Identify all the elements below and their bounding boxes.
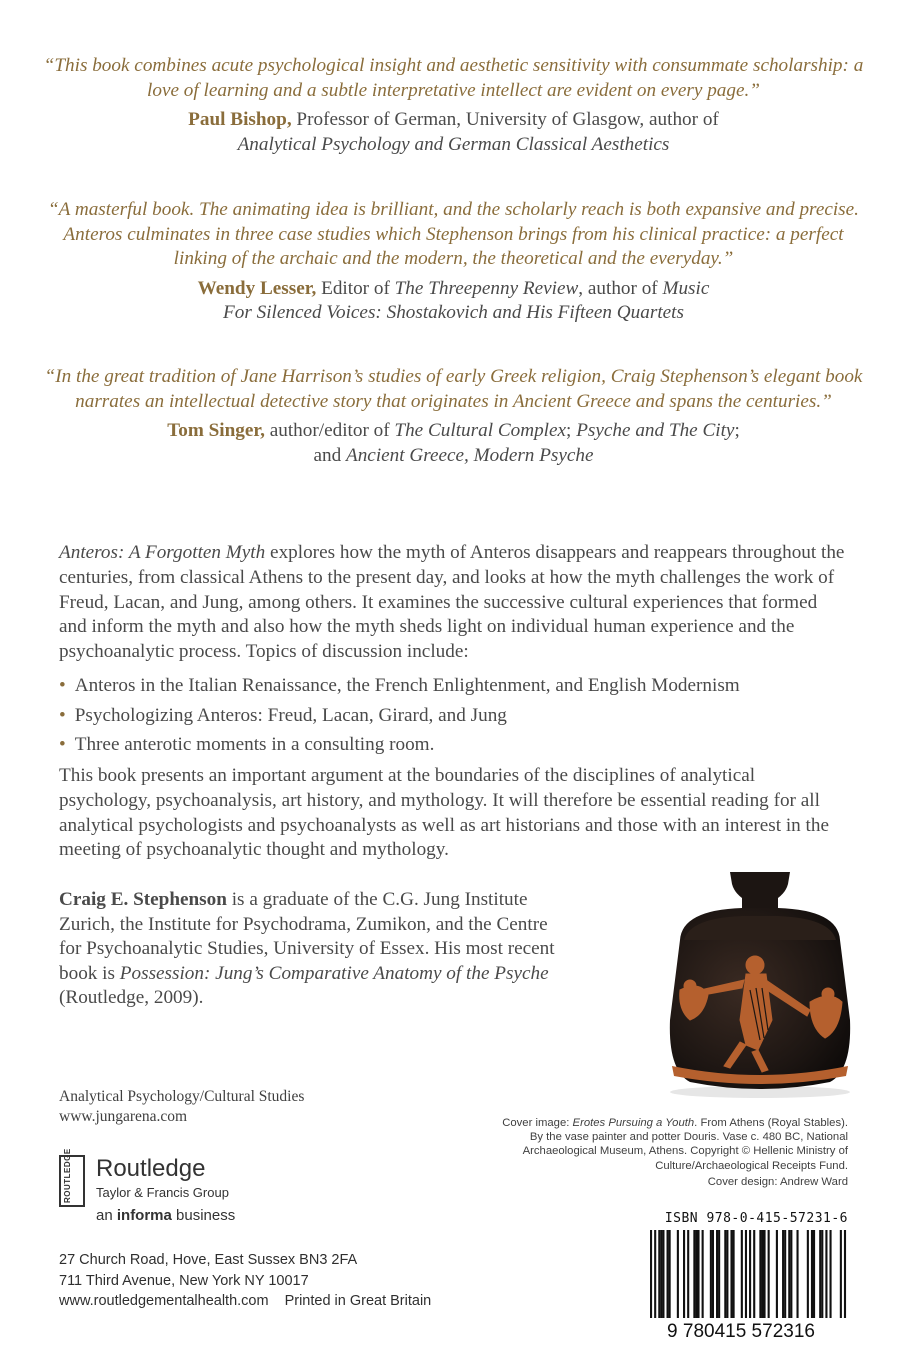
publisher-address — [59, 1250, 431, 1312]
barcode-bar — [662, 1230, 664, 1318]
barcode-bar — [796, 1230, 798, 1318]
informa-post: business — [171, 1207, 236, 1224]
barcode-bar — [761, 1230, 763, 1318]
barcode-bar — [776, 1230, 778, 1318]
barcode-bar — [697, 1230, 699, 1318]
quote-text: “In the great tradition of Jane Harrison’s studies of early Greek religion, Craig Stephenson’s elegant book narrates an intellectual detective story that originates in Ancient Greece and spans the centuries.” — [44, 366, 863, 412]
quote-attribution — [40, 419, 867, 468]
barcode-bar — [829, 1230, 831, 1318]
publisher-website[interactable]: www.routledgementalhealth.com — [59, 1293, 269, 1309]
barcode-bar — [813, 1230, 815, 1318]
quote-author: Paul Bishop, — [188, 109, 292, 130]
barcode-bar — [733, 1230, 735, 1318]
quote-text: “A masterful book. The animating idea is brilliant, and the scholarly reach is both expansive and precise. Anteros culminates in three case studies which Stephenson brings from his clinical practice: a perfect linking of the archaic and the modern, the theoretical and the everyday.” — [48, 199, 859, 269]
previous-book: Possession: Jung’s Comparative Anatomy of the Psyche — [119, 962, 549, 984]
informa-word: informa — [116, 1207, 172, 1224]
quote-work: Music — [662, 277, 710, 299]
barcode-bar — [650, 1230, 652, 1330]
barcode-bar — [710, 1230, 712, 1318]
bullet-icon: • — [59, 734, 66, 755]
isbn-label: ISBN 978-0-415-57231-6 — [664, 1211, 848, 1226]
credit-title: Erotes Pursuing a Youth — [572, 1117, 695, 1129]
informa-pre: an — [96, 1207, 117, 1224]
topic-text: Three anterotic moments in a consulting room. — [74, 734, 435, 755]
series-info — [59, 1087, 304, 1127]
topics-list — [59, 673, 849, 762]
quote-work: For Silenced Voices: Shostakovich and His Fifteen Quartets — [223, 302, 684, 323]
barcode-bar — [745, 1230, 747, 1330]
informa-line — [96, 1207, 235, 1224]
argument-paragraph: This book presents an important argument at the boundaries of the disciplines of analytical psychology, psychoanalysis, art history, and mythology. It will therefore be essential reading for all analytical psychologists and psychoanalysts as well as art historians and those with an interest in the meeting of psychoanalytic thought and mythology. — [59, 765, 830, 861]
quote-text: “This book combines acute psychological insight and aesthetic sensitivity with consummate scholarship: a love of learning and a subtle interpretative intellect are evident on every page.” — [43, 55, 864, 101]
barcode-digits: 9 780415 572316 — [667, 1321, 815, 1342]
list-item — [59, 673, 849, 703]
barcode-bar — [768, 1230, 770, 1318]
quote-role: author/editor of — [264, 420, 395, 441]
credit-text: . From Athens (Royal Stables). By the vase painter and potter Douris. Vase c. 480 BC, National Archaeological Museum, Athens. Copyright © Hellenic Ministry of Culture/Archaeological Receipts Fund. — [522, 1117, 848, 1172]
author-bio — [59, 888, 559, 1011]
barcode-bar — [730, 1230, 732, 1318]
barcode-bar — [683, 1230, 685, 1318]
barcode-bar — [658, 1230, 660, 1318]
isbn-barcode — [634, 1230, 848, 1342]
barcode-bar — [726, 1230, 728, 1318]
address-line: 711 Third Avenue, New York NY 10017 — [59, 1272, 309, 1289]
barcode-bar — [660, 1230, 662, 1318]
credit-prefix: Cover image: — [502, 1117, 573, 1129]
series-category: Analytical Psychology/Cultural Studies — [59, 1088, 305, 1105]
barcode-bar — [844, 1230, 846, 1330]
cover-design-credit: Cover design: Andrew Ward — [707, 1176, 848, 1188]
barcode-bar — [702, 1230, 704, 1318]
bio-text: is a graduate of the C.G. Jung Institute Zurich, the Institute for Psychodrama, Zumikon, and the Centre for Psychoanalytic Studies, University of Essex. His most recent book is — [59, 889, 555, 984]
quote-work: The Cultural Complex — [394, 420, 567, 441]
barcode-bar — [687, 1230, 689, 1318]
barcode-bar — [782, 1230, 784, 1318]
topic-text: Anteros in the Italian Renaissance, the French Enlightenment, and English Modernism — [74, 675, 740, 696]
quote-author: Tom Singer, — [167, 420, 265, 441]
barcode-bar — [716, 1230, 718, 1318]
bullet-icon: • — [59, 704, 66, 726]
barcode-bar — [669, 1230, 671, 1318]
barcode-bar — [788, 1230, 790, 1318]
quote-attribution — [40, 108, 867, 157]
mark-text: ROUTLEDGE — [63, 1148, 72, 1203]
barcode-bar — [749, 1230, 751, 1330]
barcode-bar — [695, 1230, 697, 1318]
barcode-bar — [759, 1230, 761, 1318]
barcode-bar — [693, 1230, 695, 1318]
quote-author: Wendy Lesser, — [197, 277, 317, 299]
barcode-bar — [807, 1230, 809, 1318]
quote-role: Editor of — [316, 277, 395, 299]
barcode-bar — [718, 1230, 720, 1318]
barcode-bar — [819, 1230, 821, 1318]
quote-work: Ancient Greece, Modern Psyche — [345, 444, 594, 466]
barcode-bar — [741, 1230, 743, 1318]
barcode-bar — [654, 1230, 656, 1330]
quote-role: Professor of German, University of Glasgow, author of — [291, 109, 719, 130]
routledge-mark-icon — [59, 1148, 85, 1207]
endorsement-singer — [40, 365, 867, 468]
quote-work: The Threepenny Review — [394, 277, 579, 299]
list-item — [59, 732, 849, 762]
author-name: Craig E. Stephenson — [59, 889, 227, 910]
barcode-bar — [825, 1230, 827, 1318]
quote-role: and — [313, 444, 346, 466]
endorsement-bishop — [40, 54, 867, 157]
bio-text: (Routledge, 2009). — [59, 987, 204, 1008]
quote-role: , author of — [578, 277, 663, 299]
quote-work: Analytical Psychology and German Classical Aesthetics — [237, 133, 670, 155]
quote-work: Psyche and The City — [576, 420, 735, 441]
address-line: 27 Church Road, Hove, East Sussex BN3 2FA — [59, 1252, 358, 1268]
book-description — [59, 541, 849, 665]
barcode-bar — [712, 1230, 714, 1318]
barcode-bar — [790, 1230, 792, 1318]
endorsement-lesser — [40, 198, 867, 326]
description-text: explores how the myth of Anteros disappears and reappears throughout the centuries, from classical Athens to the present day, and looks at how the myth challenges the work of Freud, Lacan, and Jung, among others. It examines the successive cultural experiences that formed and inform the myth and also how the myth sheds light on individual human experience and the psychoanalytic process. Topics of discussion include: — [59, 542, 845, 663]
greek-vase-image — [660, 870, 860, 1100]
printed-in: Printed in Great Britain — [284, 1293, 432, 1309]
barcode-bar — [784, 1230, 786, 1318]
barcode-bar — [724, 1230, 726, 1318]
book-title: Anteros: A Forgotten Myth — [59, 542, 266, 563]
bullet-icon: • — [59, 675, 66, 696]
barcode-bar — [677, 1230, 679, 1318]
quote-attribution — [40, 277, 867, 326]
publisher-group: Taylor & Francis Group — [96, 1185, 229, 1200]
list-item — [59, 703, 849, 733]
quote-separator: ; — [566, 420, 577, 441]
routledge-logo — [59, 1148, 269, 1227]
barcode-bar — [763, 1230, 765, 1318]
topic-text: Psychologizing Anteros: Freud, Lacan, Girard, and Jung — [74, 704, 507, 726]
barcode-bar — [840, 1230, 842, 1330]
barcode-bar — [821, 1230, 823, 1318]
barcode-bar — [753, 1230, 755, 1318]
publisher-name: Routledge — [96, 1155, 206, 1182]
barcode-bar — [667, 1230, 669, 1318]
series-website[interactable]: www.jungarena.com — [59, 1108, 188, 1125]
address-line — [59, 1291, 431, 1312]
barcode-bar — [811, 1230, 813, 1318]
cover-image-credit — [488, 1116, 848, 1173]
quote-separator: ; — [734, 420, 740, 441]
